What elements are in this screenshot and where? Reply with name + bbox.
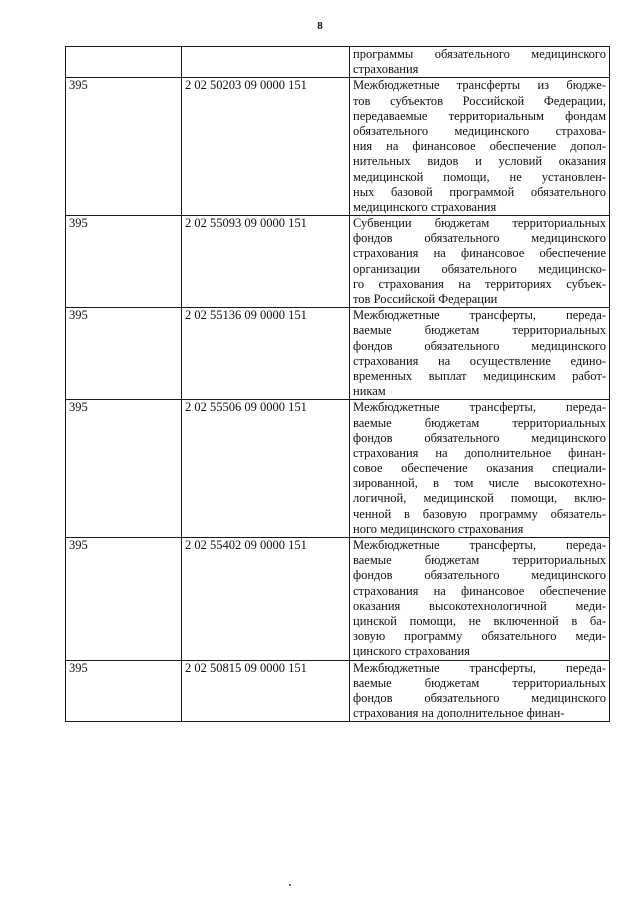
- table-row: [66, 47, 610, 78]
- description-line: ных базовой программой обязательного: [353, 184, 606, 199]
- description-line: тов Российской Федерации: [353, 292, 498, 306]
- table-row: [66, 538, 610, 661]
- income-description-cell: [350, 216, 610, 308]
- table-row: [66, 216, 610, 308]
- description-line: временных выплат медицинским работ-: [353, 368, 606, 383]
- budget-code-cell: 2 02 50815 09 0000 151: [182, 660, 350, 722]
- budget-code-cell: 2 02 55093 09 0000 151: [182, 216, 350, 308]
- description-line: совое обеспечение оказания специали-: [353, 461, 606, 476]
- description-line: страхования на финансовое обеспечение: [353, 246, 606, 261]
- page-number: 8: [317, 20, 323, 32]
- admin-code-cell: 395: [66, 538, 182, 661]
- description-line: медицинской помощи, не установлен-: [353, 169, 606, 184]
- description-line: ния на финансовое обеспечение допол-: [353, 139, 606, 154]
- description-line: оказания высокотехнологичной меди-: [353, 598, 606, 613]
- description-line: Межбюджетные трансферты, переда-: [353, 538, 606, 552]
- admin-code-cell: 395: [66, 308, 182, 400]
- description-line: фондов обязательного медицинского: [353, 430, 606, 445]
- description-line: логичной, медицинской помощи, вклю-: [353, 491, 606, 506]
- description-line: тов субъектов Российской Федерации,: [353, 93, 606, 108]
- description-line: фондов обязательного медицинского: [353, 690, 606, 705]
- scan-speck: [289, 884, 291, 886]
- description-line: никам: [353, 384, 386, 399]
- budget-code-cell: 2 02 55136 09 0000 151: [182, 308, 350, 400]
- admin-code-cell: [66, 47, 182, 78]
- description-line: страхования на осуществление едино-: [353, 353, 606, 368]
- table-row: [66, 308, 610, 400]
- description-line: ного медицинского страхования: [353, 521, 524, 536]
- description-line: организации обязательного медицинско-: [353, 261, 606, 276]
- income-description-cell: [350, 538, 610, 661]
- table-row: [66, 78, 610, 216]
- budget-code-cell: 2 02 50203 09 0000 151: [182, 78, 350, 216]
- admin-code-cell: 395: [66, 216, 182, 308]
- description-line: Межбюджетные трансферты, переда-: [353, 308, 606, 323]
- table-body: [66, 47, 610, 722]
- description-line: зированной, в том числе высокотехно-: [353, 476, 606, 491]
- budget-code-cell: 2 02 55402 09 0000 151: [182, 538, 350, 661]
- description-line: цинской помощи, не включенной в ба-: [353, 613, 606, 628]
- description-line: обязательного медицинского страхова-: [353, 123, 606, 138]
- description-line: страхования: [353, 62, 419, 77]
- description-line: ваемые бюджетам территориальных: [353, 675, 606, 690]
- description-line: нительных видов и условий оказания: [353, 154, 606, 169]
- description-line: медицинского страхования: [353, 199, 497, 214]
- description-line: страхования на финансовое обеспечение: [353, 583, 606, 598]
- admin-code-cell: 395: [66, 78, 182, 216]
- description-line: Межбюджетные трансферты из бюдже-: [353, 78, 606, 93]
- table-row: [66, 660, 610, 722]
- budget-code-cell: 2 02 55506 09 0000 151: [182, 400, 350, 538]
- description-line: Субвенции бюджетам территориальных: [353, 216, 606, 231]
- description-line: фондов обязательного медицинского: [353, 338, 606, 353]
- description-line: зовую программу обязательного меди-: [353, 629, 606, 644]
- description-line: фондов обязательного медицинского: [353, 231, 606, 246]
- income-description-cell: [350, 47, 610, 78]
- description-line: го страхования на территориях субъек-: [353, 276, 606, 291]
- description-line: страхования на дополнительное финан-: [353, 706, 565, 721]
- description-line: Межбюджетные трансферты, переда-: [353, 400, 606, 415]
- description-line: страхования на дополнительное финан-: [353, 445, 606, 460]
- budget-classification-table: [65, 46, 610, 722]
- description-line: ваемые бюджетам территориальных: [353, 553, 606, 568]
- budget-code-cell: [182, 47, 350, 78]
- admin-code-cell: 395: [66, 660, 182, 722]
- income-description-cell: [350, 400, 610, 538]
- description-line: программы обязательного медицинского: [353, 47, 606, 61]
- description-line: фондов обязательного медицинского: [353, 568, 606, 583]
- table-row: [66, 400, 610, 538]
- description-line: ченной в базовую программу обязатель-: [353, 506, 606, 521]
- description-line: ваемые бюджетам территориальных: [353, 415, 606, 430]
- description-line: Межбюджетные трансферты, переда-: [353, 660, 606, 675]
- description-line: ваемые бюджетам территориальных: [353, 323, 606, 338]
- description-line: передаваемые территориальным фондам: [353, 108, 606, 123]
- description-line: цинского страхования: [353, 644, 470, 659]
- admin-code-cell: 395: [66, 400, 182, 538]
- income-description-cell: [350, 660, 610, 722]
- income-description-cell: [350, 78, 610, 216]
- income-description-cell: [350, 308, 610, 400]
